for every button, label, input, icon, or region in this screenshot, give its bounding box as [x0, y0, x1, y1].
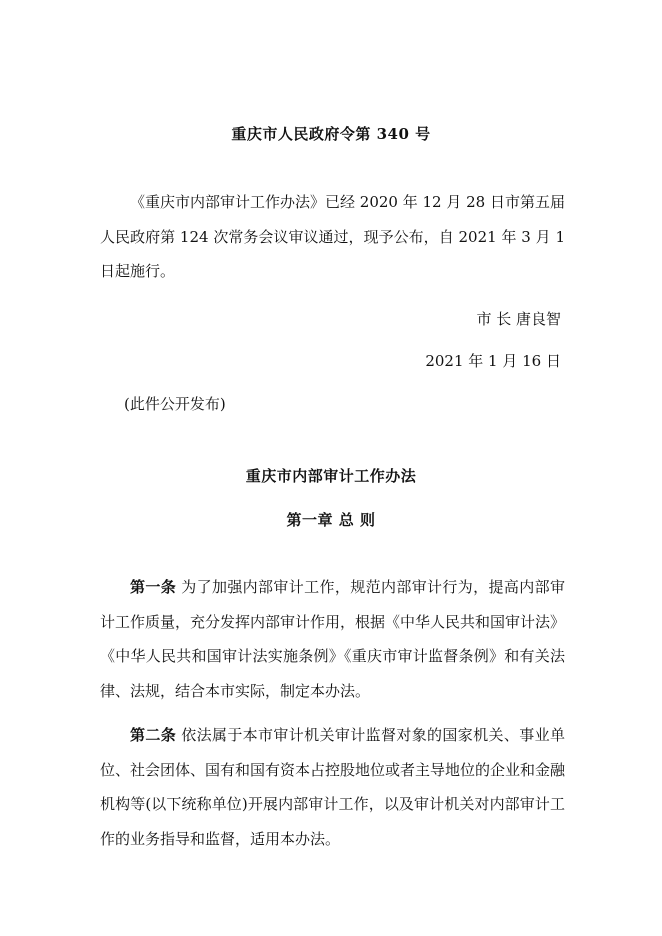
decree-text: 《重庆市内部审计工作办法》已经 2020 年 12 月 28 日市第五届人民政府第 124 次常务会议审议通过，现予公布，自 2021 年 3 月 1 日起施行。: [100, 193, 565, 280]
article-2-text: 依法属于本市审计机关审计监督对象的国家机关、事业单位、社会团体、国有和国有资本占控股地位或者主导地位的企业和金融机构等(以下统称单位)开展内部审计工作，以及审计机关对内部审计工作的业务指导和监督，适用本办法。: [100, 726, 566, 848]
mayor-signature: 市 长 唐良智: [476, 310, 561, 328]
article-2-heading: 第二条: [130, 726, 177, 744]
article-1-heading: 第一条: [130, 578, 177, 596]
decree-title: 重庆市人民政府令第 340 号: [231, 125, 431, 143]
publish-note: (此件公开发布): [124, 395, 226, 413]
article-2: [100, 718, 565, 856]
article-1: [100, 570, 565, 708]
document-title: 重庆市内部审计工作办法: [245, 467, 417, 485]
decree-date: 2021 年 1 月 16 日: [425, 352, 561, 370]
article-1-text: 为了加强内部审计工作，规范内部审计行为，提高内部审计工作质量，充分发挥内部审计作用，根据《中华人民共和国审计法》《中华人民共和国审计法实施条例》《重庆市审计监督条例》和有关法律、法规，结合本市实际，制定本办法。: [100, 578, 566, 700]
chapter-title: 第一章 总 则: [286, 511, 376, 529]
